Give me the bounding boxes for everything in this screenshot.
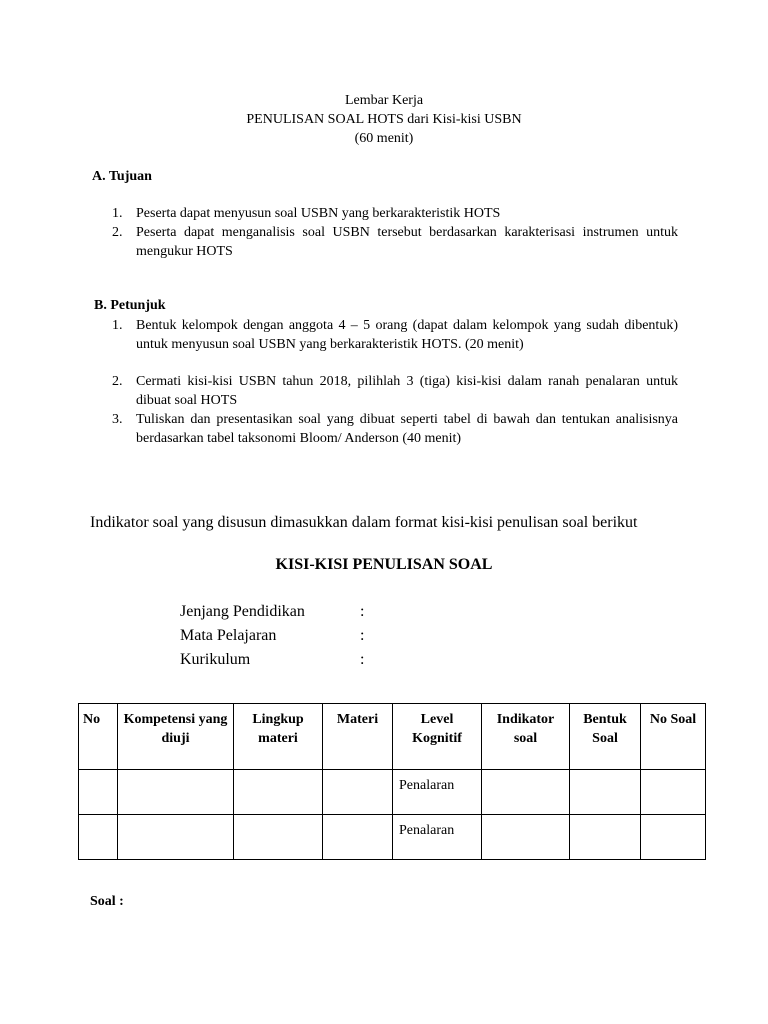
table-cell: [234, 815, 323, 860]
list-number: 2.: [112, 225, 123, 240]
list-text: Bentuk kelompok dengan anggota 4 – 5 orang (dapat dalam kelompok yang sudah dibentuk) untuk menyusun soal USBN yang berkarakteristik HOTS. (20 menit): [136, 318, 678, 352]
meta-colon-mapel: :: [360, 627, 365, 644]
header-line-1: Lembar Kerja: [344, 93, 424, 108]
header-line-2: PENULISAN SOAL HOTS dari Kisi-kisi USBN: [246, 112, 522, 127]
table-cell: [482, 770, 570, 815]
table-cell: [79, 815, 118, 860]
petunjuk-item-3: [112, 411, 678, 448]
col-header-lingkup: Lingkup materi: [234, 704, 323, 770]
table-cell: [641, 770, 706, 815]
table-cell: [79, 770, 118, 815]
col-header-level: Level Kognitif: [393, 704, 482, 770]
list-text: Cermati kisi-kisi USBN tahun 2018, pilihlah 3 (tiga) kisi-kisi dalam ranah penalaran untuk dibuat soal HOTS: [136, 374, 678, 408]
petunjuk-item-2: [112, 373, 678, 410]
table-cell-level: Penalaran: [393, 815, 482, 860]
table-cell: [641, 815, 706, 860]
table-cell: [234, 770, 323, 815]
table-cell: [118, 815, 234, 860]
tujuan-item-2: [112, 224, 678, 261]
meta-colon-kurikulum: :: [360, 651, 365, 668]
kisi-kisi-table: [78, 703, 706, 860]
table-cell: [323, 770, 393, 815]
meta-label-jenjang: Jenjang Pendidikan: [180, 603, 305, 620]
col-header-no: No: [79, 704, 118, 770]
list-number: 3.: [112, 412, 123, 427]
meta-colon-jenjang: :: [360, 603, 365, 620]
col-header-materi: Materi: [323, 704, 393, 770]
meta-label-mapel: Mata Pelajaran: [180, 627, 277, 644]
col-header-bentuk: Bentuk Soal: [570, 704, 641, 770]
list-number: 1.: [112, 206, 123, 221]
table-row: [79, 770, 706, 815]
list-number: 1.: [112, 318, 123, 333]
kisi-kisi-title: KISI-KISI PENULISAN SOAL: [275, 556, 493, 573]
intro-paragraph: Indikator soal yang disusun dimasukkan dalam format kisi-kisi penulisan soal berikut: [90, 514, 638, 531]
col-header-indikator: Indikator soal: [482, 704, 570, 770]
list-number: 2.: [112, 374, 123, 389]
table-row: [79, 815, 706, 860]
header-line-3: (60 menit): [354, 131, 414, 146]
table-header-row: [79, 704, 706, 770]
table-cell: [323, 815, 393, 860]
meta-label-kurikulum: Kurikulum: [180, 651, 251, 668]
list-text: Tuliskan dan presentasikan soal yang dibuat seperti tabel di bawah dan tentukan analisisnya berdasarkan tabel taksonomi Bloom/ Anderson (40 menit): [136, 412, 678, 446]
table-cell: [570, 815, 641, 860]
col-header-no-soal: No Soal: [641, 704, 706, 770]
table-cell-level: Penalaran: [393, 770, 482, 815]
soal-label: Soal :: [90, 894, 124, 909]
table-cell: [570, 770, 641, 815]
petunjuk-item-1: [112, 317, 678, 354]
list-text: Peserta dapat menyusun soal USBN yang berkarakteristik HOTS: [136, 206, 501, 221]
tujuan-item-1: [112, 205, 678, 224]
col-header-kompetensi: Kompetensi yang diuji: [118, 704, 234, 770]
table-cell: [118, 770, 234, 815]
list-text: Peserta dapat menganalisis soal USBN tersebut berdasarkan karakterisasi instrumen untuk mengukur HOTS: [136, 225, 678, 259]
section-tujuan-heading: A. Tujuan: [92, 169, 152, 184]
table-cell: [482, 815, 570, 860]
section-petunjuk-heading: B. Petunjuk: [94, 298, 166, 313]
